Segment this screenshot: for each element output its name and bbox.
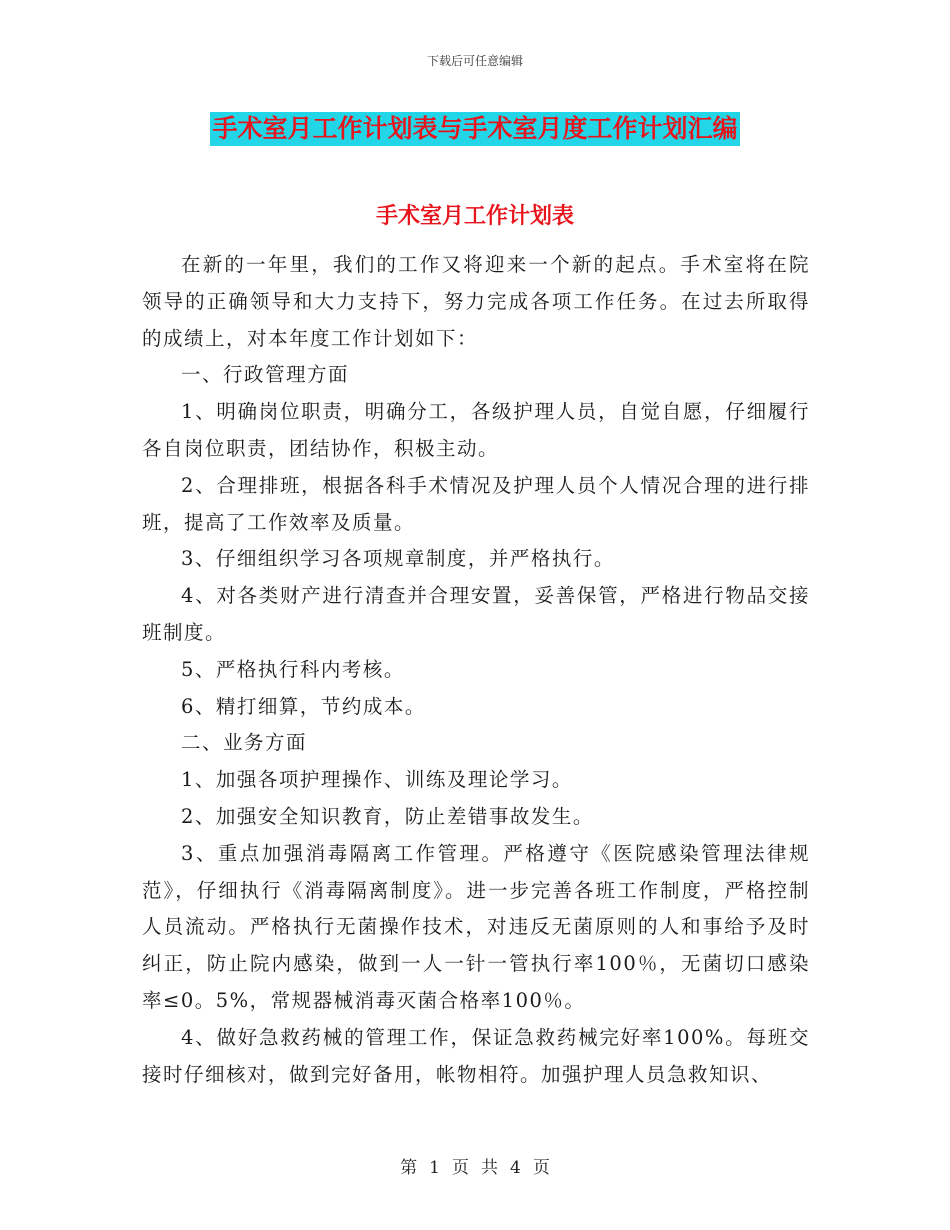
main-title: 手术室月工作计划表与手术室月度工作计划汇编 xyxy=(210,112,739,146)
paragraph-admin-1: 1、明确岗位职责，明确分工，各级护理人员，自觉自愿，仔细履行各自岗位职责，团结协作，积极主动。 xyxy=(142,400,810,460)
sub-title: 手术室月工作计划表 xyxy=(375,204,574,229)
paragraph-intro: 在新的一年里，我们的工作又将迎来一个新的起点。手术室将在院领导的正确领导和大力支持下，努力完成各项工作任务。在过去所取得的成绩上，对本年度工作计划如下： xyxy=(142,253,810,350)
paragraph-admin-4: 4、对各类财产进行清查并合理安置，妥善保管，严格进行物品交接班制度。 xyxy=(142,584,810,644)
paragraph-business-2: 2、加强安全知识教育，防止差错事故发生。 xyxy=(181,804,594,828)
paragraph-business-1: 1、加强各项护理操作、训练及理论学习。 xyxy=(181,768,573,792)
paragraph-admin-3: 3、仔细组织学习各项规章制度，并严格执行。 xyxy=(181,547,615,571)
paragraph-business-3: 3、重点加强消毒隔离工作管理。严格遵守《医院感染管理法律规范》，仔细执行《消毒隔离制度》。进一步完善各班工作制度，严格控制人员流动。严格执行无菌操作技术，对违反无菌原则的人和事给予及时纠正，防止院内感染，做到一人一针一管执行率100％，无菌切口感染率≤0。5%，常规器械消毒灭菌合格率100％。 xyxy=(142,841,810,1012)
paragraph-admin-6: 6、精打细算，节约成本。 xyxy=(181,694,426,718)
main-title-wrap xyxy=(0,112,950,146)
section-heading-business: 二、业务方面 xyxy=(181,731,308,755)
header-note: 下载后可任意编辑 xyxy=(426,54,523,68)
document-body xyxy=(142,247,810,1093)
footer-prefix: 第 xyxy=(400,1158,418,1178)
footer-total-label: 共 xyxy=(481,1158,498,1178)
paragraph-admin-2: 2、合理排班，根据各科手术情况及护理人员个人情况合理的进行排班，提高了工作效率及质量。 xyxy=(142,473,810,534)
footer-suffix: 页 xyxy=(532,1158,550,1178)
footer-total-pages: 4 xyxy=(510,1158,521,1178)
section-heading-admin: 一、行政管理方面 xyxy=(181,363,350,387)
paragraph-business-4: 4、做好急救药械的管理工作，保证急救药械完好率100%。每班交接时仔细核对，做到完好备用，帐物相符。加强护理人员急救知识、 xyxy=(142,1025,810,1086)
footer-page-label: 页 xyxy=(452,1158,469,1178)
paragraph-admin-5: 5、严格执行科内考核。 xyxy=(181,657,405,681)
page-footer xyxy=(0,1153,950,1178)
footer-page-number: 1 xyxy=(429,1158,440,1178)
